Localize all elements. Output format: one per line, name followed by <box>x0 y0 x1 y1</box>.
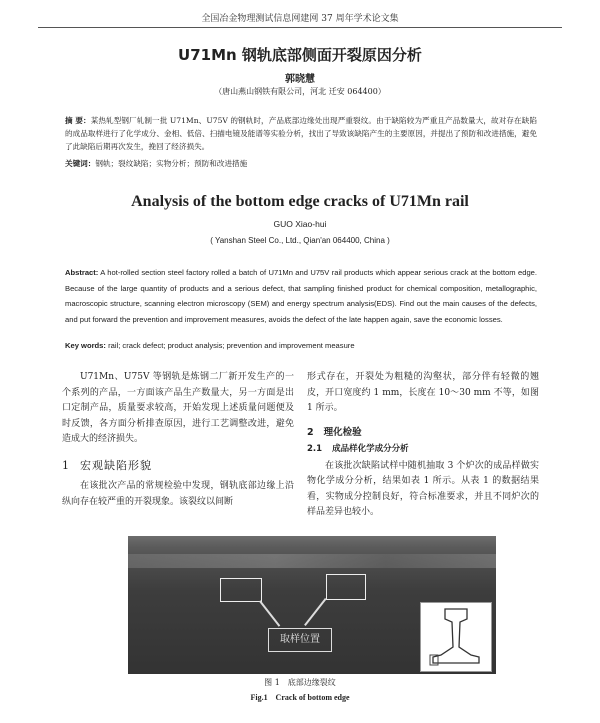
en-abstract-label: Abstract: <box>65 268 99 277</box>
sampling-position-label: 取样位置 <box>268 628 332 652</box>
section-2-title: 理化检验 <box>323 426 362 438</box>
rail-profile-inset <box>420 602 492 672</box>
section-2-1-paragraph: 在该批次缺陷试样中随机抽取 3 个炉次的成品样做实物化学成分分析，结果如表 1 所示。从表 1 的数据结果看，实物成分控制良好，符合标准要求，并且不同炉次的样品差异也较小。 <box>307 460 539 517</box>
intro-paragraph: U71Mn、U75V 等钢轨是炼钢二厂新开发生产的一个系列的产品，一方面该产品生产数量大，另一方面是出口定制产品，质量要求较高，开始发现上述质量问题便及时反馈，各方面分析排查原因，进行工艺调整改进，避免造成大的经济损失。 <box>62 372 294 444</box>
section-2-1-heading <box>307 442 539 458</box>
running-head: 全国冶金物理测试信息网建网 37 周年学术论文集 <box>201 14 399 24</box>
left-column <box>62 370 294 510</box>
en-abstract-text: A hot-rolled section steel factory rolled a batch of U71Mn and U75V rail products which appear serious crack at the bottom edge. Because of the large quantity of products and a serious defect, that sampling finished product for chemical composition, metallographic, macroscopic structure, scanning electron microscopy (SEM) and energy spectrum analysis(EDS). Find out the main causes of the defects, and put forward the prevention and improvement measures, avoids the defect of the late happen again, save the economic losses. <box>65 268 537 324</box>
section-1-title: 宏观缺陷形貌 <box>80 458 152 472</box>
cn-abstract <box>65 114 537 153</box>
en-keywords-label: Key words: <box>65 341 106 350</box>
cn-affiliation: （唐山燕山钢铁有限公司，河北 迁安 064400） <box>214 87 386 96</box>
right-column <box>307 370 539 521</box>
crack-highlight-box-left <box>220 578 262 602</box>
cn-keywords-label: 关键词： <box>65 159 96 168</box>
crack-highlight-box-right <box>326 574 366 600</box>
rail-edge-highlight <box>128 554 496 568</box>
cn-author: 郭晓慧 <box>285 74 315 85</box>
section-1-heading <box>62 458 294 474</box>
en-author: GUO Xiao-hui <box>273 219 327 229</box>
en-keywords <box>65 341 537 350</box>
section-2-heading <box>307 425 539 441</box>
figure-1-crack-photo <box>128 536 496 674</box>
section-1-number: 1 <box>62 458 70 472</box>
cn-title: U71Mn 钢轨底部侧面开裂原因分析 <box>178 46 422 64</box>
section-2-1-title: 成品样化学成分分析 <box>332 444 409 454</box>
cn-keywords <box>65 158 537 170</box>
header-rule <box>38 27 562 28</box>
pointer-line-right <box>304 598 326 626</box>
cn-abstract-text: 某热轧型钢厂轧制一批 U71Mn、U75V 的钢轨时，产品底部边缘处出现严重裂纹。由于缺陷较为严重且产品数量大，故对存在缺陷的成品取样进行了化学成分、金相、低倍、扫描电镜及能谱等实验分析，找出了导致该缺陷产生的主要原因，并提出了预防和改进措施，避免了此缺陷后期再次发生，挽回了经济损失。 <box>65 116 537 151</box>
en-title: Analysis of the bottom edge cracks of U71Mn rail <box>131 193 469 210</box>
section-2-1-number: 2.1 <box>307 444 323 454</box>
cn-keywords-text: 钢轨；裂纹缺陷；实物分析；预防和改进措施 <box>95 159 248 168</box>
figure-caption-en: Fig.1 Crack of bottom edge <box>250 693 350 702</box>
pointer-line-left <box>259 600 280 626</box>
section-1-paragraph: 在该批次产品的常规检验中发现，钢轨底部边缘上沿纵向存在较严重的开裂现象。该裂纹以间断 <box>62 481 294 507</box>
en-abstract <box>65 265 537 327</box>
section-1-continuation: 形式存在，开裂处为粗糙的沟壑状，部分伴有轻微的翘皮，开口宽度约 1 mm，长度在 10～30 mm 不等，如图 1 所示。 <box>307 372 539 413</box>
cn-abstract-label: 摘 要： <box>65 116 91 125</box>
figure-caption-cn: 图 1 底部边缘裂纹 <box>264 678 336 687</box>
rail-profile-icon <box>421 603 491 671</box>
section-2-number: 2 <box>307 426 314 438</box>
en-keywords-text: rail; crack defect; product analysis; prevention and improvement measure <box>108 341 355 350</box>
en-affiliation: ( Yanshan Steel Co., Ltd., Qian'an 064400, China ) <box>210 236 390 245</box>
